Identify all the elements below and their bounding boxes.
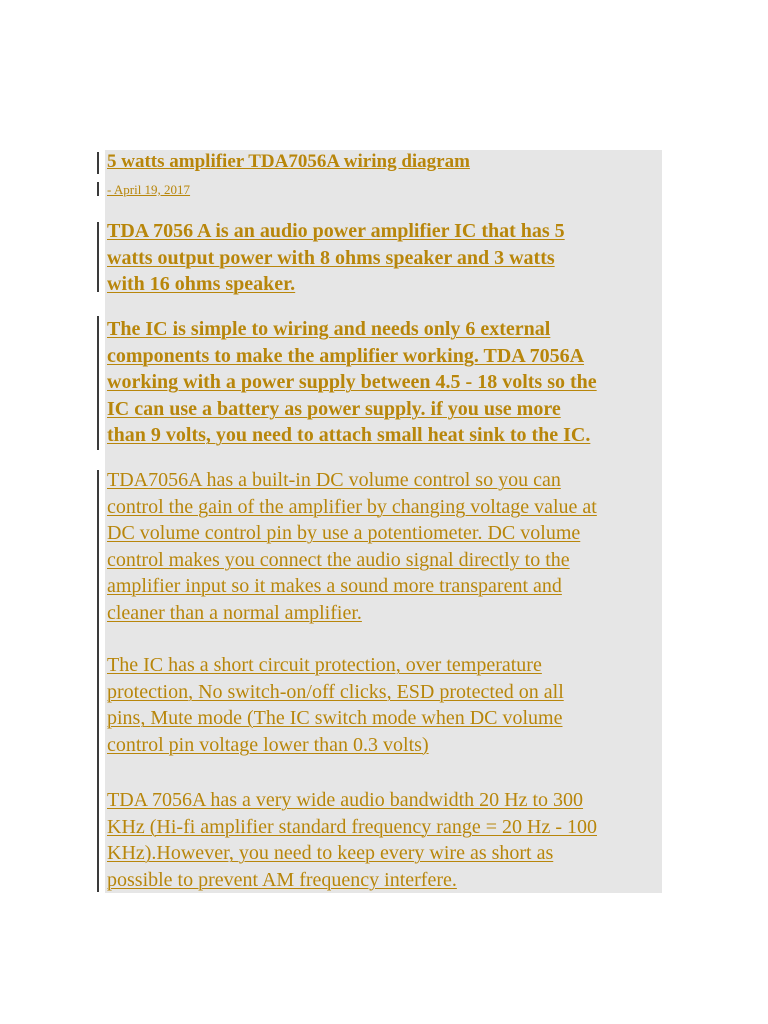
text-line: The IC has a short circuit protection, over temperature: [107, 654, 542, 676]
paragraph-bandwidth[interactable]: [107, 787, 667, 893]
text-line: KHz (Hi-fi amplifier standard frequency range = 20 Hz - 100: [107, 815, 597, 838]
text-line: control the gain of the amplifier by changing voltage value at: [107, 495, 597, 518]
text-line: protection, No switch-on/off clicks, ESD protected on all: [107, 680, 564, 703]
post-title-link[interactable]: 5 watts amplifier TDA7056A wiring diagram: [107, 151, 470, 172]
text-line: KHz).However, you need to keep every wire as short as: [107, 842, 554, 865]
text-line: cleaner than a normal amplifier.: [107, 601, 362, 624]
text-line: TDA 7056 A is an audio power amplifier IC that has 5: [107, 220, 565, 242]
text-line: pins, Mute mode (The IC switch mode when DC volume: [107, 707, 563, 730]
text-line: working with a power supply between 4.5 - 18 volts so the: [107, 371, 597, 394]
text-line: components to make the amplifier working. TDA 7056A: [107, 344, 585, 367]
margin-bar: [97, 152, 99, 174]
post-date-link[interactable]: - April 19, 2017: [107, 182, 191, 197]
text-line: possible to prevent AM frequency interfere.: [107, 868, 457, 891]
text-line: IC can use a battery as power supply. if you use more: [107, 397, 561, 420]
text-line: than 9 volts, you need to attach small heat sink to the IC.: [107, 424, 591, 447]
margin-bar: [97, 182, 99, 196]
paragraph-volume-control[interactable]: [107, 467, 667, 627]
paragraph-protection[interactable]: [107, 652, 667, 758]
paragraph-wiring[interactable]: [107, 316, 667, 449]
text-line: amplifier input so it makes a sound more transparent and: [107, 575, 562, 598]
text-line: watts output power with 8 ohms speaker and 3 watts: [107, 246, 555, 269]
text-line: TDA 7056A has a very wide audio bandwidth 20 Hz to 300: [107, 789, 584, 811]
text-line: TDA7056A has a built-in DC volume control so you can: [107, 469, 561, 491]
margin-bar: [97, 316, 99, 450]
margin-bar: [97, 470, 99, 892]
text-line: control makes you connect the audio signal directly to the: [107, 548, 570, 571]
text-line: with 16 ohms speaker.: [107, 273, 296, 296]
text-line: DC volume control pin by use a potentiometer. DC volume: [107, 522, 581, 545]
text-line: The IC is simple to wiring and needs only 6 external: [107, 318, 551, 340]
text-line: control pin voltage lower than 0.3 volts): [107, 733, 429, 756]
paragraph-intro[interactable]: [107, 218, 667, 298]
margin-bar: [97, 222, 99, 292]
